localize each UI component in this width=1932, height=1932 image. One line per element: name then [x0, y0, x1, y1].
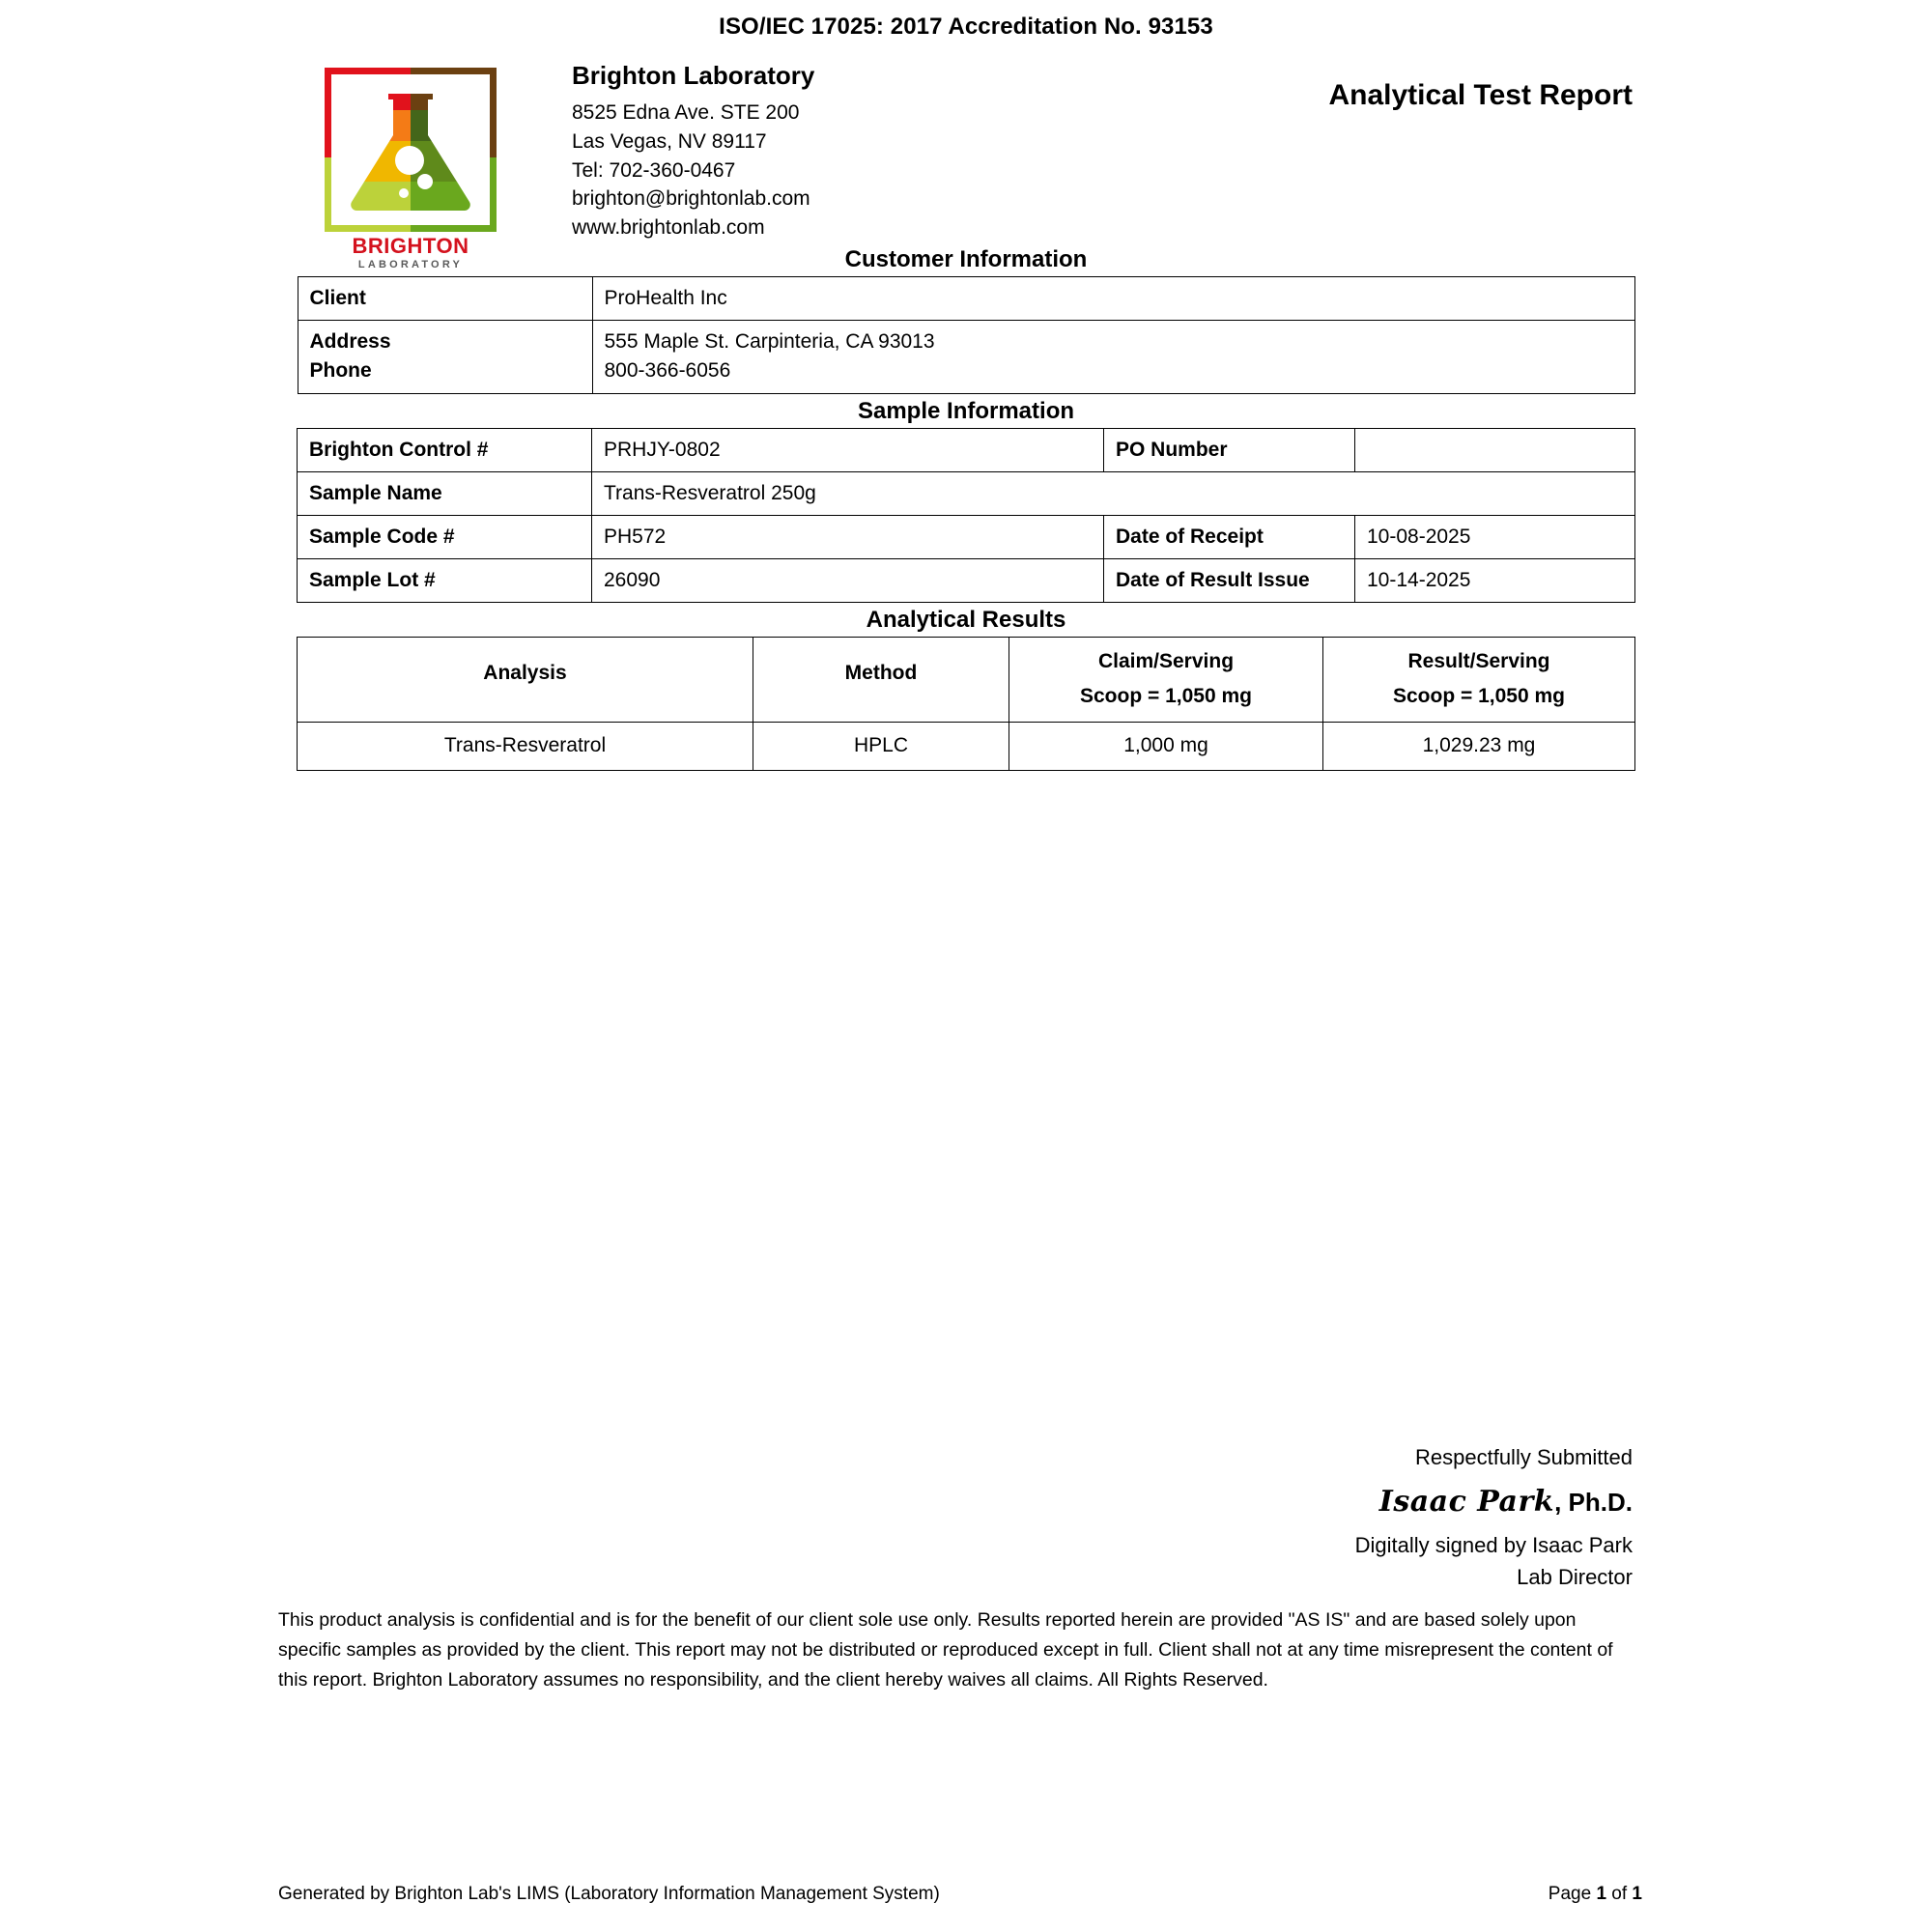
signature-credential: , Ph.D.	[1554, 1488, 1633, 1517]
column-header-result-line1: Result/Serving	[1407, 650, 1550, 673]
company-address-line2: Las Vegas, NV 89117	[572, 129, 767, 153]
analytical-results-title: Analytical Results	[866, 606, 1066, 633]
column-header-claim-line2: Scoop = 1,050 mg	[1080, 685, 1252, 708]
address-label: Address	[309, 329, 391, 353]
result-claim-serving: 1,000 mg	[1009, 722, 1323, 770]
company-telephone: Tel: 702-360-0467	[572, 158, 736, 182]
column-header-claim-serving	[1009, 637, 1323, 722]
table-header-row	[298, 637, 1635, 722]
signature-block	[1355, 1441, 1633, 1593]
company-email: brighton@brightonlab.com	[572, 187, 810, 211]
result-method: HPLC	[753, 722, 1009, 770]
sample-information-title: Sample Information	[857, 397, 1075, 424]
footer-generated-by: Generated by Brighton Lab's LIMS (Laboratory Information Management System)	[278, 1884, 940, 1904]
column-header-claim-line1: Claim/Serving	[1097, 650, 1235, 673]
logo-wordmark-brighton: BRIGHTON	[352, 234, 469, 258]
disclaimer-text: This product analysis is confidential and is for the benefit of our client sole use only. Results reported herein are provided "AS IS" and are based solely upon specific samples as provided by the client. This report may not be distributed or reproduced except in full. Client shall not at any time misrepresent the content of this report. Brighton Laboratory assumes no responsibility, and the client hereby waives all claims. All Rights Reserved.	[278, 1609, 1613, 1690]
sample-code-label: Sample Code #	[298, 515, 592, 558]
table-row	[298, 515, 1635, 558]
sample-name-value: Trans-Resveratrol 250g	[592, 471, 1635, 515]
sample-code-value: PH572	[592, 515, 1104, 558]
po-number-label: PO Number	[1104, 428, 1355, 471]
phone-label: Phone	[309, 359, 372, 383]
column-header-result-serving	[1323, 637, 1635, 722]
result-result-serving: 1,029.23 mg	[1323, 722, 1635, 770]
page-total: 1	[1632, 1884, 1642, 1904]
result-analysis-name: Trans-Resveratrol	[298, 722, 753, 770]
brighton-laboratory-logo	[319, 62, 502, 270]
signature-name-line	[1355, 1480, 1633, 1523]
brighton-control-value: PRHJY-0802	[592, 428, 1104, 471]
column-header-result-line2: Scoop = 1,050 mg	[1393, 685, 1565, 708]
footer-page-number	[1548, 1884, 1642, 1905]
page-mid: of	[1606, 1884, 1633, 1904]
sample-information-table	[297, 428, 1635, 603]
company-name: Brighton Laboratory	[572, 61, 815, 90]
date-of-result-issue-value: 10-14-2025	[1355, 558, 1635, 602]
date-of-result-issue-label: Date of Result Issue	[1104, 558, 1355, 602]
sample-lot-value: 26090	[592, 558, 1104, 602]
respectfully-submitted-text: Respectfully Submitted	[1415, 1445, 1633, 1469]
sample-lot-label: Sample Lot #	[298, 558, 592, 602]
table-row	[298, 276, 1634, 320]
logo-container	[319, 58, 508, 270]
client-value: ProHealth Inc	[592, 276, 1634, 320]
po-number-value	[1355, 428, 1635, 471]
page-title: Analytical Test Report	[1328, 79, 1633, 111]
brighton-control-label: Brighton Control #	[298, 428, 592, 471]
column-header-analysis	[298, 637, 753, 722]
handwritten-signature: Isaac Park	[1378, 1485, 1555, 1519]
table-row	[298, 558, 1635, 602]
page-footer	[278, 1884, 1642, 1905]
column-header-method	[753, 637, 1009, 722]
logo-wordmark-laboratory: LABORATORY	[357, 259, 464, 270]
date-of-receipt-label: Date of Receipt	[1104, 515, 1355, 558]
client-label: Client	[298, 276, 592, 320]
customer-information-table	[298, 276, 1635, 394]
analytical-results-table	[297, 637, 1635, 771]
company-website: www.brightonlab.com	[572, 216, 765, 240]
address-value: 555 Maple St. Carpinteria, CA 93013	[604, 329, 935, 353]
page-current: 1	[1596, 1884, 1607, 1904]
table-row	[298, 320, 1634, 393]
signer-role: Lab Director	[1517, 1565, 1633, 1589]
phone-value: 800-366-6056	[604, 359, 731, 383]
page-prefix: Page	[1548, 1884, 1597, 1904]
sample-name-label: Sample Name	[298, 471, 592, 515]
accreditation-banner: ISO/IEC 17025: 2017 Accreditation No. 93153	[719, 14, 1213, 40]
company-info	[572, 58, 814, 242]
table-row	[298, 428, 1635, 471]
column-header-method-line1: Method	[844, 662, 918, 685]
digitally-signed-text: Digitally signed by Isaac Park	[1354, 1533, 1633, 1557]
customer-information-title: Customer Information	[844, 245, 1088, 272]
flask-logo-icon	[319, 62, 502, 238]
table-row	[298, 471, 1635, 515]
address-phone-label	[298, 320, 592, 393]
date-of-receipt-value: 10-08-2025	[1355, 515, 1635, 558]
company-address-line1: 8525 Edna Ave. STE 200	[572, 100, 800, 124]
column-header-analysis-line1: Analysis	[483, 662, 567, 685]
table-row	[298, 722, 1635, 770]
address-phone-value	[592, 320, 1634, 393]
